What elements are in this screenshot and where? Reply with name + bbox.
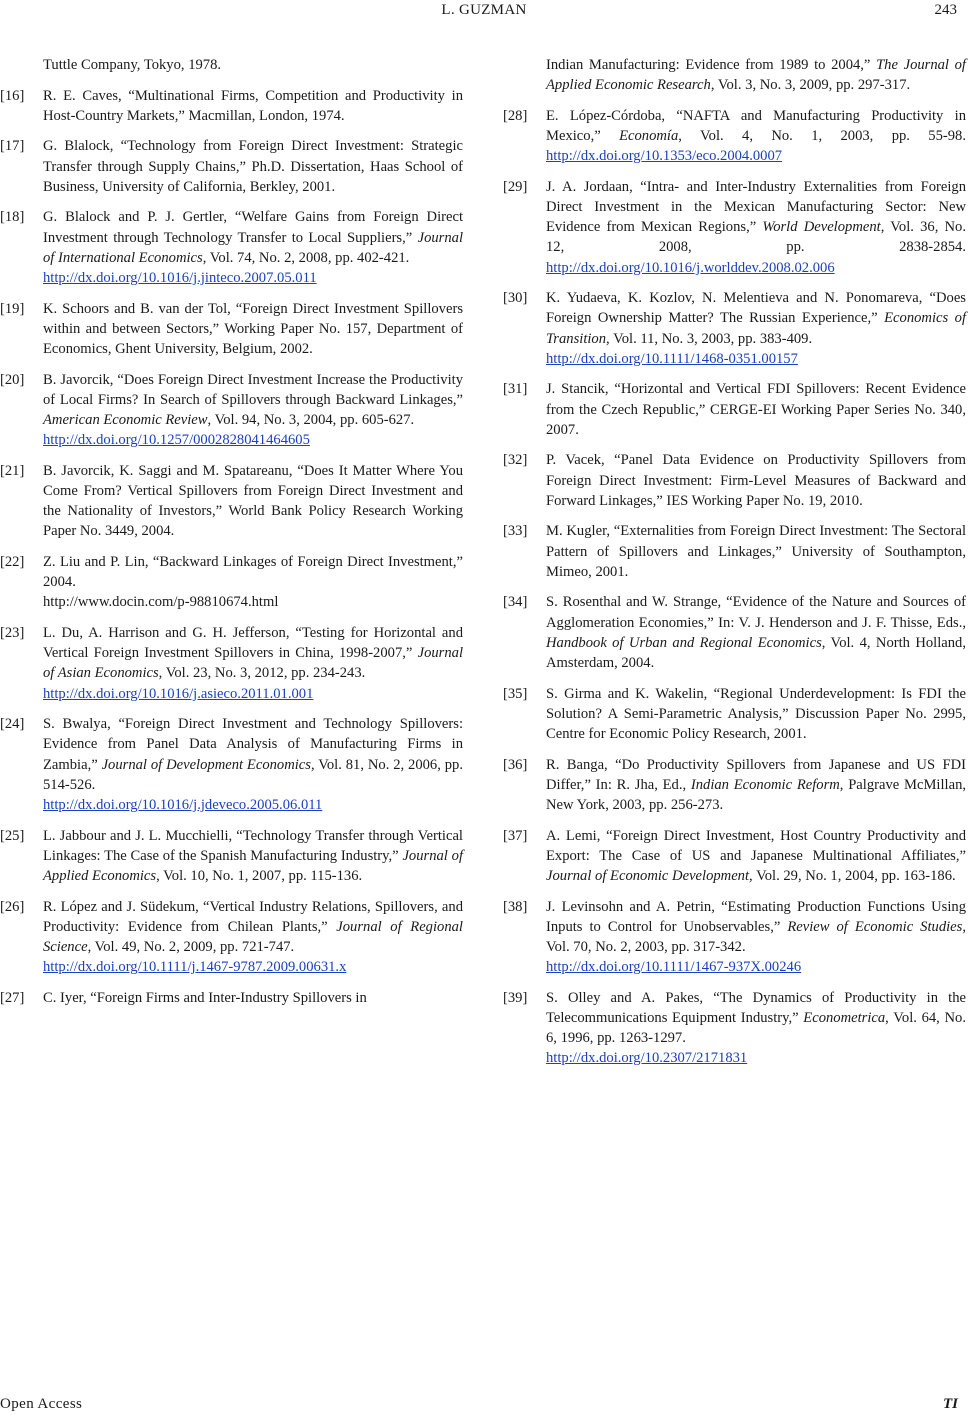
reference-item bbox=[503, 988, 966, 1069]
reference-text: , Vol. 10, No. 1, 2007, pp. 115-136. bbox=[156, 868, 363, 885]
reference-text: K. Yudaeva, K. Kozlov, N. Melentieva and N. Ponomareva, “Does Foreign Ownership Matter? The Russian Experience,” bbox=[546, 290, 966, 327]
journal-title: Econometrica bbox=[803, 1010, 886, 1027]
reference-number: [25] bbox=[0, 827, 25, 844]
reference-text: S. Bwalya, “Foreign Direct Investment and Technology Spillovers: Evidence from Panel Data Analysis of Manufacturing Firms in Zambia,” bbox=[43, 716, 463, 773]
reference-text: Z. Liu and P. Lin, “Backward Linkages of Foreign Direct Investment,” 2004. bbox=[43, 554, 463, 591]
running-head: L. GUZMAN bbox=[441, 2, 527, 18]
reference-text: L. Jabbour and J. L. Mucchielli, “Technology Transfer through Vertical Linkages: The Case of the Spanish Manufacturing Industry,” bbox=[43, 827, 463, 864]
journal-title: Review of Economic Studies bbox=[787, 918, 963, 935]
journal-title: Economía bbox=[619, 128, 679, 144]
reference-number: [20] bbox=[0, 371, 25, 388]
reference-number: [21] bbox=[0, 462, 25, 479]
reference-number: [37] bbox=[503, 827, 528, 844]
reference-number: [33] bbox=[503, 523, 528, 540]
reference-text: , Vol. 23, No. 3, 2012, pp. 234-243. bbox=[158, 665, 366, 682]
reference-item bbox=[503, 288, 966, 369]
reference-text: K. Schoors and B. van der Tol, “Foreign Direct Investment Spillovers within and between Sectors,” Working Paper No. 157, Department of Economics, Ghent University, Belgium, 2002. bbox=[43, 300, 463, 357]
reference-item bbox=[0, 623, 463, 704]
reference-number: [19] bbox=[0, 300, 25, 317]
reference-number: [35] bbox=[503, 685, 528, 702]
journal-title: The Journal of Applied Economic Research bbox=[546, 57, 966, 94]
reference-number: [18] bbox=[0, 209, 25, 226]
reference-text: , Vol. 36, No. 12, 2008, pp. 2838-2854. bbox=[546, 219, 966, 256]
reference-text: E. López-Córdoba, “NAFTA and Manufacturing Productivity in Mexico,” bbox=[546, 107, 966, 144]
reference-item bbox=[0, 826, 463, 887]
reference-text: , Vol. 94, No. 3, 2004, pp. 605-627. bbox=[207, 412, 415, 428]
reference-text: P. Vacek, “Panel Data Evidence on Productivity Spillovers from Foreign Direct Investment: Firm-Level Measures of Backward and Forward Linkages,” IES Working Paper No. 19, 2010. bbox=[546, 452, 966, 509]
reference-number: [22] bbox=[0, 554, 25, 570]
reference-text: , Vol. 11, No. 3, 2003, pp. 383-409. bbox=[606, 330, 813, 347]
reference-text: , Vol. 81, No. 2, 2006, pp. 514-526. bbox=[43, 756, 463, 793]
reference-item bbox=[503, 897, 966, 978]
doi-link[interactable]: http://dx.doi.org/10.1111/1467-937X.00246 bbox=[546, 959, 802, 976]
reference-number: [26] bbox=[0, 898, 25, 915]
journal-title: Journal of Applied Economics bbox=[43, 847, 463, 885]
journal-title: Journal of International Economics bbox=[43, 229, 463, 266]
journal-title: Handbook of Urban and Regional Economics bbox=[546, 634, 822, 651]
reference-number: [38] bbox=[503, 898, 528, 915]
reference-number: [34] bbox=[503, 594, 528, 611]
reference-item bbox=[503, 826, 966, 887]
reference-item bbox=[503, 106, 966, 167]
reference-text: M. Kugler, “Externalities from Foreign Direct Investment: The Sectoral Pattern of Spillovers and Linkages,” University of Southampton, Mimeo, 2001. bbox=[546, 523, 966, 580]
reference-continuation bbox=[0, 55, 463, 75]
journal-title: Journal of Development Economics bbox=[101, 756, 311, 773]
reference-item bbox=[0, 370, 463, 451]
reference-item bbox=[0, 136, 463, 197]
reference-text: G. Blalock, “Technology from Foreign Direct Investment: Strategic Transfer through Supply Chains,” Ph.D. Dissertation, Haas School of Business, University of California, Berkley, 2001. bbox=[43, 138, 463, 195]
references-left-column bbox=[0, 55, 463, 1018]
reference-text: G. Blalock and P. J. Gertler, “Welfare Gains from Foreign Direct Investment through Technology Transfer to Local Suppliers,” bbox=[43, 209, 463, 246]
reference-text: J. Stancik, “Horizontal and Vertical FDI Spillovers: Recent Evidence from the Czech Republic,” CERGE-EI Working Paper Series No. 340, 2007. bbox=[546, 381, 966, 438]
journal-title: World Development bbox=[762, 219, 881, 236]
doi-link[interactable]: http://dx.doi.org/10.1016/j.jdeveco.2005.06.011 bbox=[43, 797, 323, 814]
reference-item bbox=[503, 379, 966, 440]
reference-number: [17] bbox=[0, 138, 25, 155]
reference-item bbox=[503, 450, 966, 511]
reference-url: http://www.docin.com/p-98810674.html bbox=[43, 594, 279, 611]
journal-title: Journal of Regional Science bbox=[43, 918, 463, 956]
journal-title: Journal of Economic Development bbox=[546, 868, 750, 885]
reference-text: L. Du, A. Harrison and G. H. Jefferson, “Testing for Horizontal and Vertical Foreign Investment Spillovers in China, 1998-2007,” bbox=[43, 625, 463, 662]
reference-text: J. Levinsohn and A. Petrin, “Estimating Production Functions Using Inputs to Control for Unobservables,” bbox=[546, 898, 966, 935]
reference-number: [39] bbox=[503, 989, 528, 1006]
reference-text: R. López and J. Südekum, “Vertical Industry Relations, Spillovers, and Productivity: Evidence from Chilean Plants,” bbox=[43, 898, 463, 935]
reference-number: [32] bbox=[503, 452, 528, 469]
reference-text: , Vol. 29, No. 1, 2004, pp. 163-186. bbox=[749, 868, 956, 885]
reference-text: R. Banga, “Do Productivity Spillovers from Japanese and US FDI Differ,” In: R. Jha, Ed., bbox=[546, 756, 966, 793]
reference-text: S. Olley and A. Pakes, “The Dynamics of Productivity in the Telecommunications Equipment Industry,” bbox=[546, 989, 966, 1027]
doi-link[interactable]: http://dx.doi.org/10.1016/j.jinteco.2007.05.011 bbox=[43, 270, 317, 286]
reference-text: , Vol. 4, No. 1, 2003, pp. 55-98. bbox=[678, 128, 966, 144]
reference-item bbox=[0, 86, 463, 126]
doi-link[interactable]: http://dx.doi.org/10.1016/j.asieco.2011.01.001 bbox=[43, 685, 314, 702]
reference-continuation bbox=[503, 55, 966, 95]
reference-text: B. Javorcik, “Does Foreign Direct Investment Increase the Productivity of Local Firms? In Search of Spillovers through Backward Linkages,” bbox=[43, 371, 463, 408]
reference-text: , Vol. 74, No. 2, 2008, pp. 402-421. bbox=[202, 249, 410, 266]
reference-number: [31] bbox=[503, 381, 528, 398]
reference-text: Tuttle Company, Tokyo, 1978. bbox=[43, 57, 222, 73]
reference-text: C. Iyer, “Foreign Firms and Inter-Industry Spillovers in bbox=[43, 989, 367, 1006]
journal-title: Journal of Asian Economics bbox=[43, 645, 463, 682]
reference-item bbox=[0, 897, 463, 978]
reference-text: , Vol. 64, No. 6, 1996, pp. 1263-1297. bbox=[546, 1010, 967, 1047]
reference-item bbox=[0, 714, 463, 815]
journal-abbreviation: TI bbox=[943, 1395, 958, 1412]
reference-text: , Vol. 49, No. 2, 2009, pp. 721-747. bbox=[87, 939, 295, 956]
doi-link[interactable]: http://dx.doi.org/10.1353/eco.2004.0007 bbox=[546, 148, 783, 165]
reference-item bbox=[0, 207, 463, 288]
reference-item bbox=[0, 461, 463, 542]
reference-item bbox=[503, 684, 966, 745]
reference-number: [23] bbox=[0, 625, 25, 641]
doi-link[interactable]: http://dx.doi.org/10.1111/j.1467-9787.2009.00631.x bbox=[43, 959, 347, 976]
doi-link[interactable]: http://dx.doi.org/10.1111/1468-0351.00157 bbox=[546, 350, 798, 367]
reference-number: [29] bbox=[503, 178, 528, 195]
reference-number: [27] bbox=[0, 989, 25, 1006]
reference-number: [24] bbox=[0, 716, 25, 733]
doi-link[interactable]: http://dx.doi.org/10.1016/j.worlddev.2008.02.006 bbox=[546, 259, 835, 276]
open-access-label: Open Access bbox=[0, 1395, 83, 1412]
journal-title: Economics of Transition bbox=[546, 310, 966, 347]
reference-item bbox=[503, 592, 966, 673]
page-footer bbox=[0, 1391, 968, 1415]
journal-title: American Economic Review bbox=[43, 412, 208, 428]
reference-number: [28] bbox=[503, 107, 528, 124]
reference-text: A. Lemi, “Foreign Direct Investment, Host Country Productivity and Export: The Case of US and Japanese Multinational Affiliates,” bbox=[546, 827, 966, 864]
doi-link[interactable]: http://dx.doi.org/10.2307/2171831 bbox=[546, 1050, 748, 1067]
reference-text: , Vol. 3, No. 3, 2009, pp. 297-317. bbox=[710, 77, 911, 94]
reference-item bbox=[503, 177, 966, 278]
reference-text: , Vol. 70, No. 2, 2003, pp. 317-342. bbox=[546, 918, 966, 956]
reference-text: , Vol. 4, North Holland, Amsterdam, 2004. bbox=[546, 634, 966, 672]
reference-number: [30] bbox=[503, 290, 528, 307]
doi-link[interactable]: http://dx.doi.org/10.1257/0002828041464605 bbox=[43, 432, 310, 449]
reference-text: S. Girma and K. Wakelin, “Regional Underdevelopment: Is FDI the Solution? A Semi-Parametric Analysis,” Discussion Paper No. 2995, Centre for Economic Policy Research, 2001. bbox=[546, 685, 966, 743]
reference-item bbox=[503, 521, 966, 582]
reference-number: [16] bbox=[0, 87, 25, 104]
reference-item bbox=[0, 552, 463, 613]
reference-text: R. E. Caves, “Multinational Firms, Competition and Productivity in Host-Country Markets,” Macmillan, London, 1974. bbox=[43, 87, 463, 124]
page-header bbox=[0, 0, 968, 22]
reference-text: Indian Manufacturing: Evidence from 1989 to 2004,” bbox=[546, 57, 877, 73]
reference-text: J. A. Jordaan, “Intra- and Inter-Industry Externalities from Foreign Direct Investment in the Mexican Manufacturing Sector: New Evidence from Mexican Regions,” bbox=[546, 178, 966, 236]
reference-text: , Palgrave McMillan, New York, 2003, pp. 256-273. bbox=[546, 776, 967, 814]
reference-text: S. Rosenthal and W. Strange, “Evidence of the Nature and Sources of Agglomeration Economies,” In: V. J. Henderson and J. F. Thisse, Eds., bbox=[546, 594, 966, 631]
references-right-column bbox=[503, 55, 966, 1079]
reference-number: [36] bbox=[503, 756, 528, 773]
reference-item bbox=[503, 755, 966, 816]
reference-text: B. Javorcik, K. Saggi and M. Spatareanu, “Does It Matter Where You Come From? Vertical Spillovers from Foreign Direct Investment and the Nationality of Investors,” World Bank Policy Research Working Paper No. 3449, 2004. bbox=[43, 462, 463, 540]
page-number: 243 bbox=[934, 2, 957, 18]
reference-item bbox=[0, 988, 463, 1008]
journal-title: Indian Economic Reform bbox=[690, 776, 840, 793]
reference-item bbox=[0, 299, 463, 360]
